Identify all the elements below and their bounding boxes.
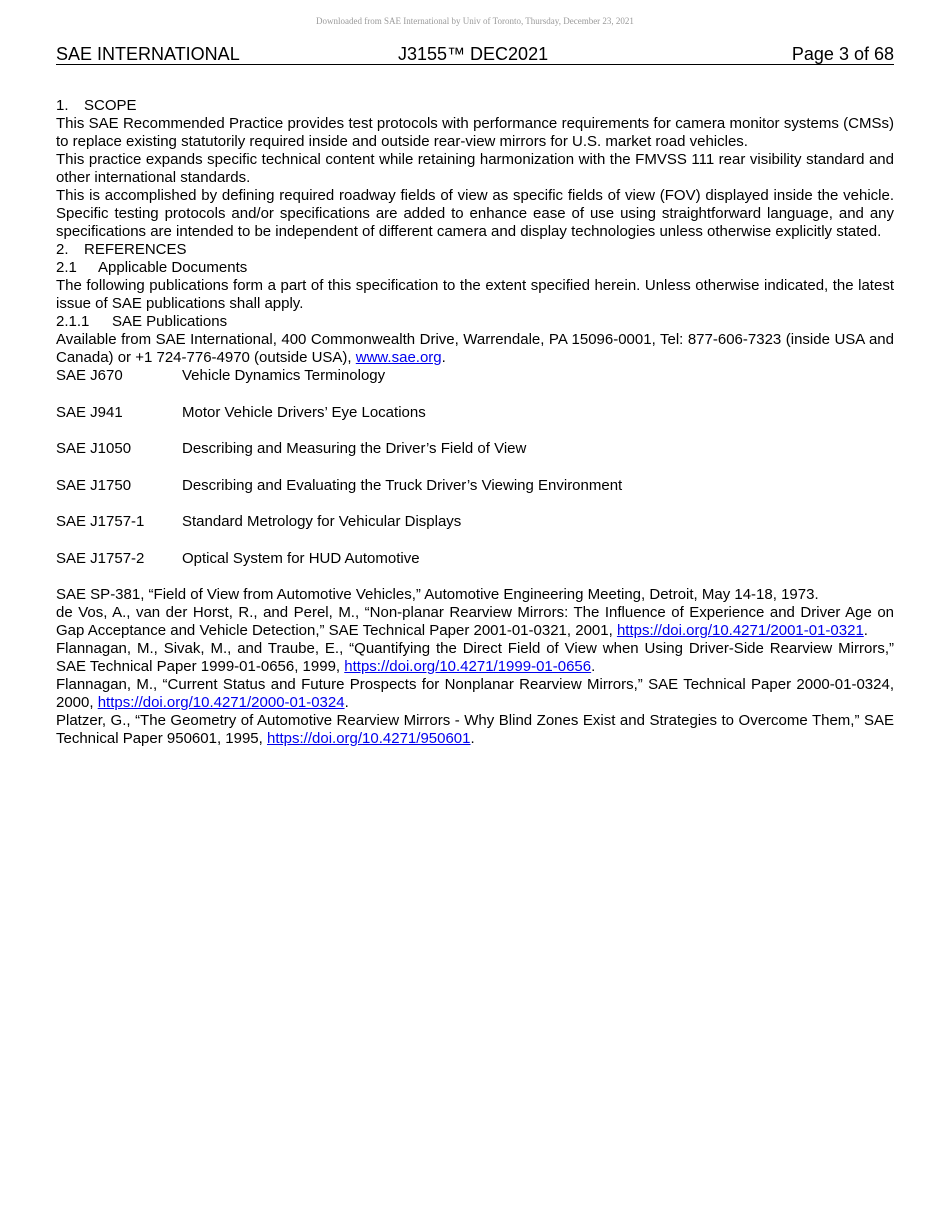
section-title: REFERENCES — [84, 241, 187, 258]
citation-doi-link[interactable]: https://doi.org/10.4271/2000-01-0324 — [97, 694, 345, 711]
citation-doi-link[interactable]: https://doi.org/10.4271/1999-01-0656 — [344, 658, 592, 675]
citation-end: . — [344, 694, 349, 711]
header-page-number: Page 3 of 68 — [791, 44, 894, 64]
standard-title: Optical System for HUD Automotive — [182, 549, 420, 567]
citation-text: Flannagan, M., “Current Status and Future Prospects for Nonplanar Rearview Mirrors,” SAE Technical Paper 2000-01-0324, 2000, — [56, 676, 894, 711]
scope-paragraph: This practice expands specific technical content while retaining harmonization with the FMVSS 111 rear visibility standard and other international standards. — [56, 151, 894, 186]
reference-standard-row — [56, 367, 894, 385]
scope-paragraph: This SAE Recommended Practice provides test protocols with performance requirements for camera monitor systems (CMSs) to replace existing statutorily required inside and outside rear-view mirrors for U.S. market road vehicles. — [56, 115, 894, 150]
standard-code: SAE J1757-2 — [56, 549, 145, 567]
section-number: 2.1 — [56, 259, 77, 276]
standard-title: Describing and Evaluating the Truck Driver’s Viewing Environment — [182, 476, 623, 494]
standard-title: Motor Vehicle Drivers’ Eye Locations — [182, 403, 426, 421]
standard-code: SAE J1750 — [56, 476, 132, 494]
standard-title: Standard Metrology for Vehicular Displays — [182, 513, 462, 530]
availability-text: Available from SAE International, 400 Commonwealth Drive, Warrendale, PA 15096-0001, Tel: 877-606-7323 (inside USA and Canada) or +1 724-776-4970 (outside USA), — [56, 331, 894, 366]
section-number: 2. — [56, 241, 69, 258]
citation-doi-link[interactable]: https://doi.org/10.4271/950601 — [267, 730, 471, 747]
reference-standard-row — [56, 404, 894, 422]
reference-standard-row — [56, 513, 894, 531]
citation — [56, 640, 894, 676]
standard-code: SAE J941 — [56, 403, 123, 421]
section-heading-scope — [56, 97, 894, 115]
applicable-documents-paragraph: The following publications form a part of this specification to the extent specified herein. Unless otherwise indicated, the latest issue of SAE publications shall apply. — [56, 277, 894, 312]
citation-end: . — [591, 658, 596, 675]
standard-title: Vehicle Dynamics Terminology — [182, 367, 386, 384]
header-org: SAE INTERNATIONAL — [56, 44, 240, 64]
section-number: 2.1.1 — [56, 313, 90, 330]
availability-end: . — [441, 349, 446, 366]
reference-standard-row — [56, 550, 894, 568]
citation-text: Platzer, G., “The Geometry of Automotive Rearview Mirrors - Why Blind Zones Exist and Strategies to Overcome Them,” SAE Technical Paper 950601, 1995, — [56, 712, 894, 747]
citation-text: SAE SP-381, “Field of View from Automotive Vehicles,” Automotive Engineering Meeting, Detroit, May 14-18, 1973. — [56, 586, 819, 603]
section-title: Applicable Documents — [98, 259, 248, 276]
standard-title: Describing and Measuring the Driver’s Field of View — [182, 440, 527, 457]
subsection-heading-sae-publications — [56, 313, 894, 331]
section-title: SCOPE — [84, 97, 137, 114]
reference-standard-row — [56, 477, 894, 495]
citation-text: Flannagan, M., Sivak, M., and Traube, E., “Quantifying the Direct Field of View when Using Driver-Side Rearview Mirrors,” SAE Technical Paper 1999-01-0656, 1999, — [56, 640, 894, 675]
citation — [56, 586, 894, 604]
citation-end: . — [863, 622, 868, 639]
citation-end: . — [470, 730, 475, 747]
scope-paragraph: This is accomplished by defining required roadway fields of view as specific fields of view (FOV) displayed inside the vehicle. Specific testing protocols and/or specifications are added to enhance ease of use using straightforward language, and any specifications are intended to be independent of different camera and display technologies unless otherwise explicitly stated. — [56, 187, 894, 240]
sae-website-link[interactable]: www.sae.org — [355, 349, 442, 366]
citation — [56, 712, 894, 748]
citation-text: de Vos, A., van der Horst, R., and Perel, M., “Non-planar Rearview Mirrors: The Influence of Experience and Driver Age on Gap Acceptance and Vehicle Detection,” SAE Technical Paper 2001-01-0321, 2001, — [56, 604, 894, 639]
section-heading-references — [56, 241, 894, 259]
availability-paragraph — [56, 331, 894, 367]
citation — [56, 676, 894, 712]
subsection-heading-applicable-documents — [56, 259, 894, 277]
reference-standard-row — [56, 440, 894, 458]
page-header — [56, 44, 894, 65]
download-watermark: Downloaded from SAE International by Univ of Toronto, Thursday, December 23, 2021 — [316, 16, 634, 26]
citation-doi-link[interactable]: https://doi.org/10.4271/2001-01-0321 — [616, 622, 864, 639]
standard-code: SAE J1757-1 — [56, 513, 145, 530]
header-doc-id: J3155™ DEC2021 — [398, 44, 549, 64]
section-number: 1. — [56, 97, 69, 114]
standard-code: SAE J670 — [56, 367, 123, 384]
document-body — [56, 97, 894, 748]
citation — [56, 604, 894, 640]
section-title: SAE Publications — [112, 313, 228, 330]
standard-code: SAE J1050 — [56, 440, 132, 457]
